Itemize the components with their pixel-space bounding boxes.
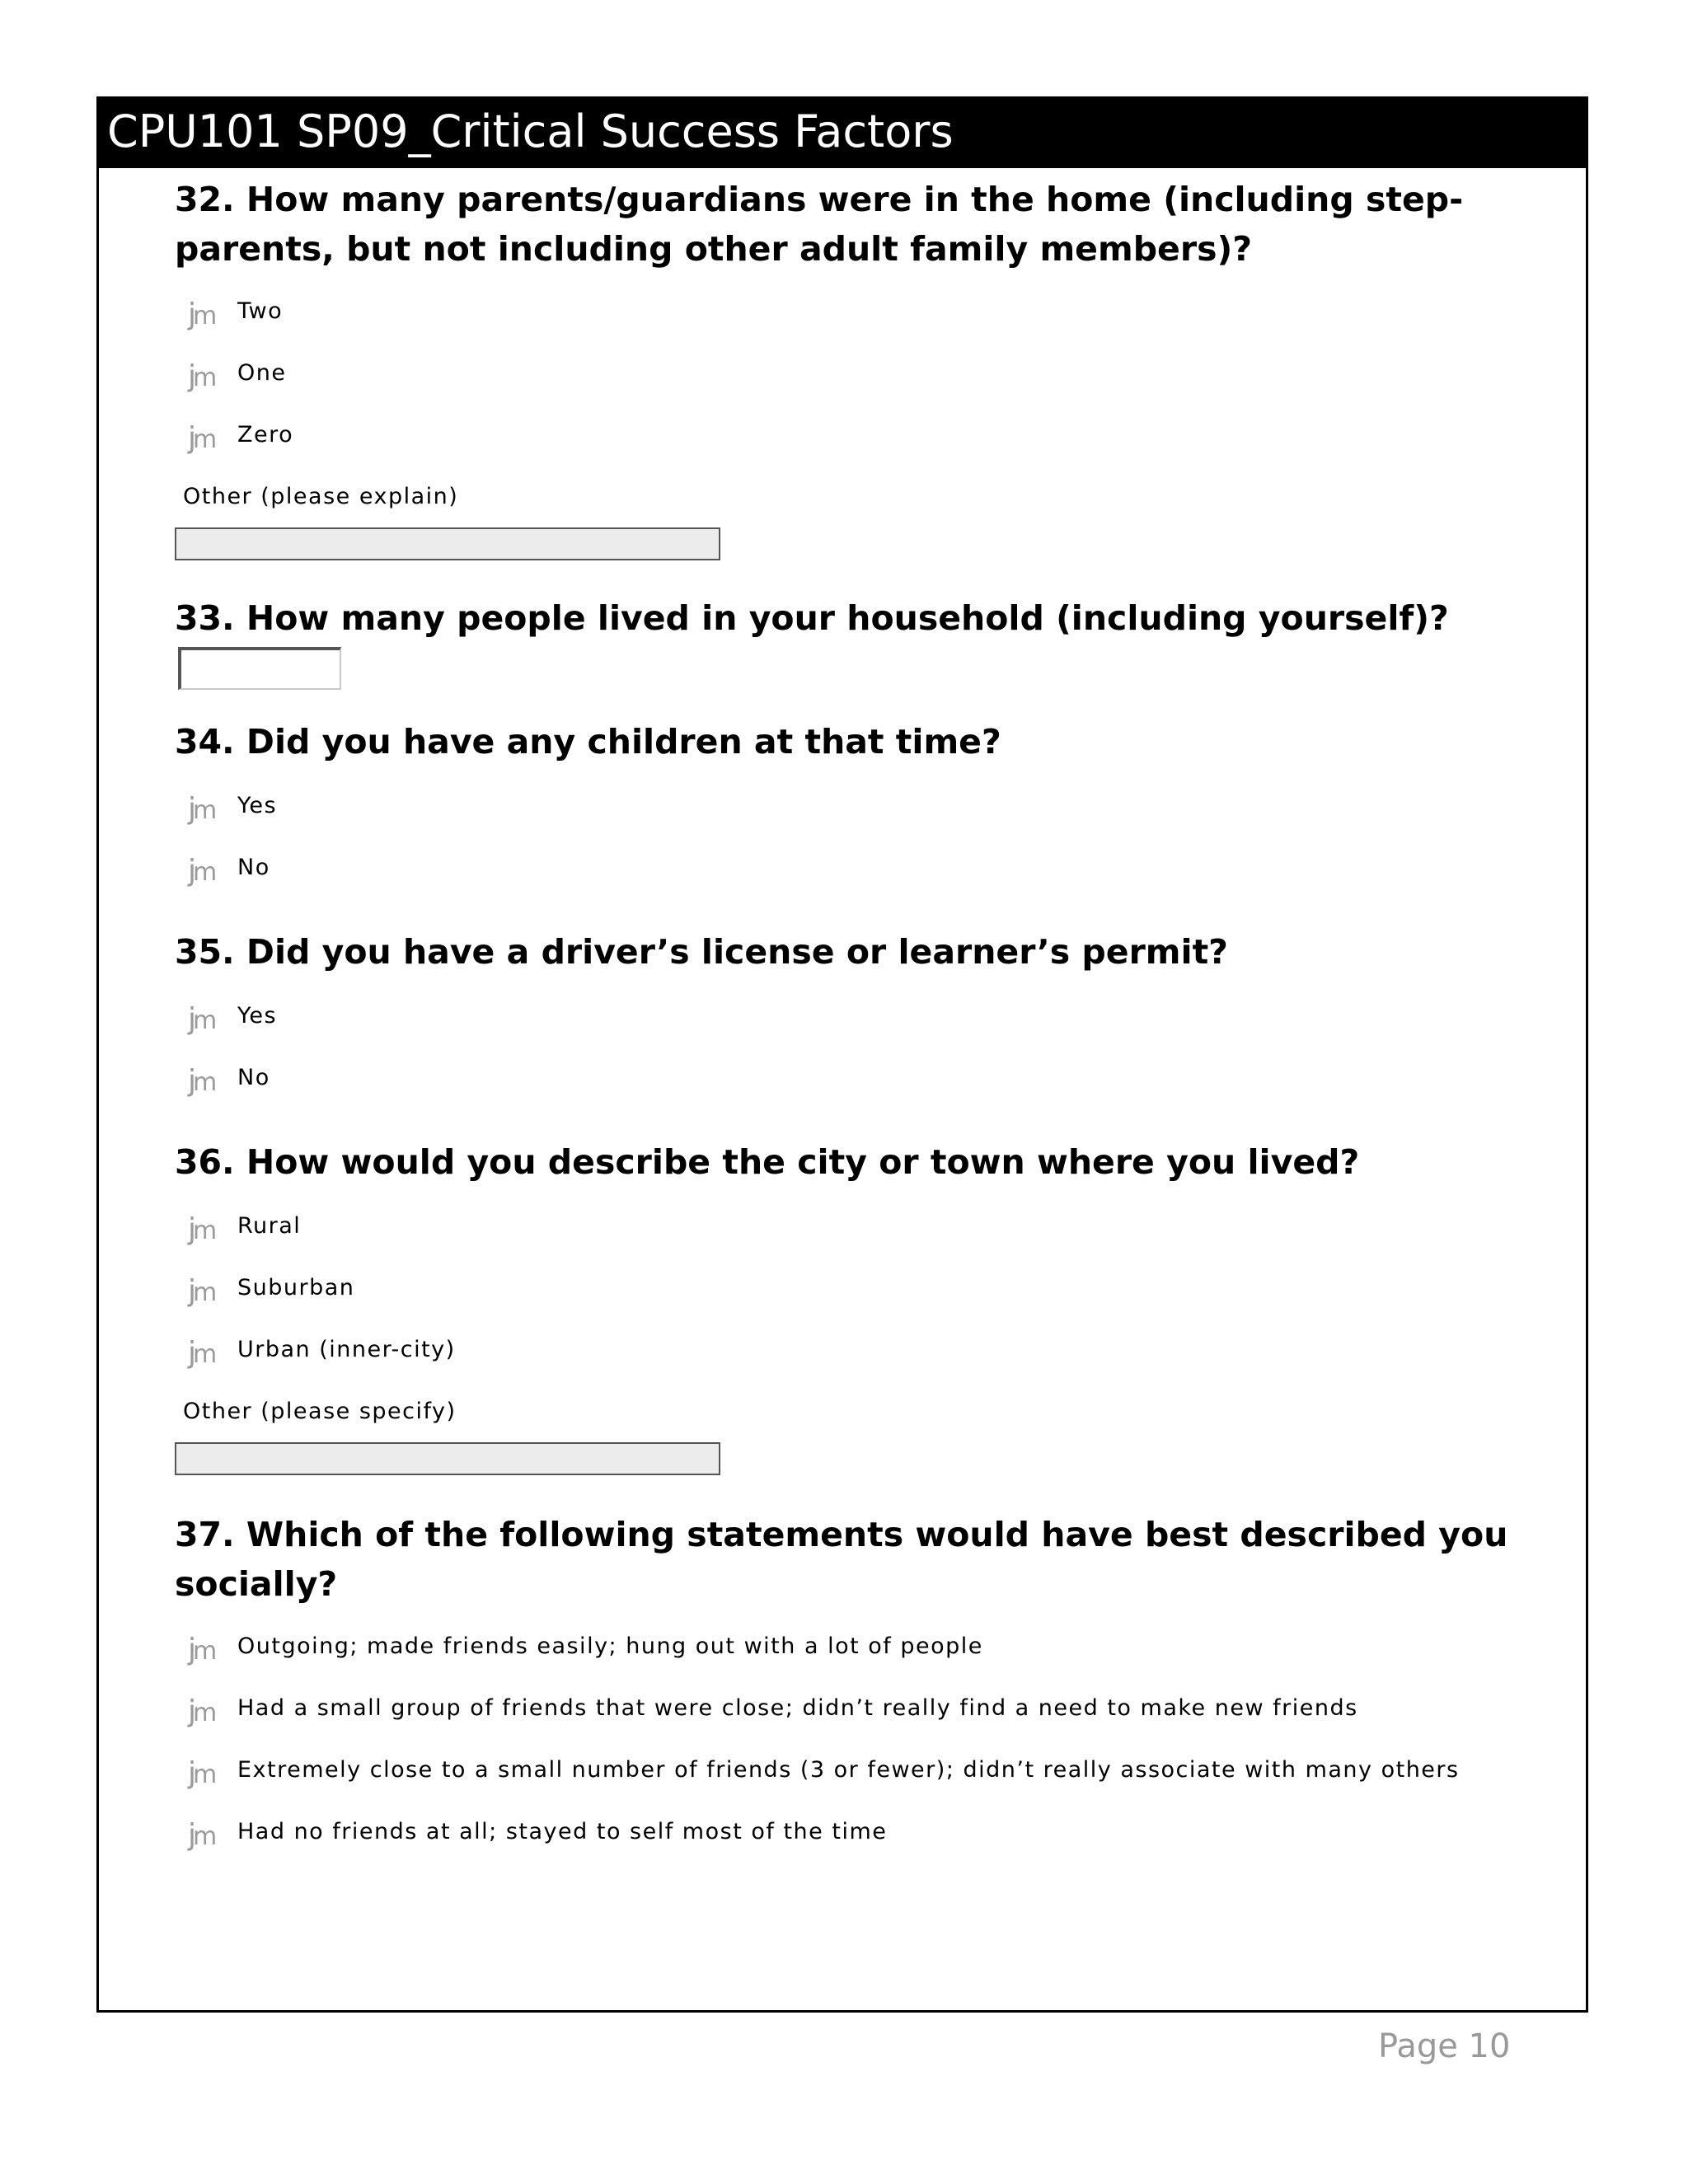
radio-button-icon[interactable]: jm bbox=[188, 1002, 214, 1036]
option-label: Two bbox=[237, 298, 284, 324]
option-label: Yes bbox=[237, 1002, 278, 1029]
q37-option-no-friends[interactable] bbox=[188, 1815, 888, 1852]
survey-frame bbox=[96, 96, 1588, 2013]
radio-button-icon[interactable]: jm bbox=[188, 1064, 214, 1098]
q36-other-label: Other (please specify) bbox=[183, 1399, 457, 1424]
radio-button-icon[interactable]: jm bbox=[188, 359, 214, 393]
q37-option-extremely-close[interactable] bbox=[188, 1753, 1460, 1790]
q32-option-one[interactable] bbox=[188, 356, 287, 393]
radio-button-icon[interactable]: jm bbox=[188, 1274, 214, 1308]
radio-button-icon[interactable]: jm bbox=[188, 1212, 214, 1246]
option-label: Yes bbox=[237, 792, 278, 818]
option-label: Had a small group of friends that were close; didn’t really find a need to make new friends bbox=[237, 1694, 1358, 1721]
q37-option-small-group[interactable] bbox=[188, 1691, 1358, 1728]
q32-other-label: Other (please explain) bbox=[183, 484, 459, 509]
radio-button-icon[interactable]: jm bbox=[188, 1756, 214, 1790]
question-33-text: 33. How many people lived in your household (including yourself)? bbox=[175, 598, 1449, 638]
option-label: Urban (inner-city) bbox=[237, 1336, 456, 1362]
q36-option-rural[interactable] bbox=[188, 1209, 302, 1246]
radio-button-icon[interactable]: jm bbox=[188, 792, 214, 826]
q34-option-yes[interactable] bbox=[188, 789, 278, 826]
q36-option-urban[interactable] bbox=[188, 1333, 456, 1370]
question-32-text: 32. How many parents/guardians were in the home (including step-parents, but not including other adult family members)? bbox=[175, 180, 1464, 269]
radio-button-icon[interactable]: jm bbox=[188, 421, 214, 455]
q35-option-no[interactable] bbox=[188, 1061, 270, 1098]
q33-household-count-input[interactable] bbox=[178, 647, 341, 690]
radio-button-icon[interactable]: jm bbox=[188, 1633, 214, 1666]
radio-button-icon[interactable]: jm bbox=[188, 854, 214, 888]
radio-button-icon[interactable]: jm bbox=[188, 1336, 214, 1370]
radio-button-icon[interactable]: jm bbox=[188, 298, 214, 331]
q35-option-yes[interactable] bbox=[188, 999, 278, 1036]
q37-option-outgoing[interactable] bbox=[188, 1629, 983, 1666]
question-37-text: 37. Which of the following statements would have best described you socially? bbox=[175, 1515, 1508, 1604]
page-number: Page 10 bbox=[1378, 2027, 1511, 2065]
option-label: Had no friends at all; stayed to self most of the time bbox=[237, 1818, 888, 1844]
radio-button-icon[interactable]: jm bbox=[188, 1694, 214, 1728]
q32-other-input[interactable] bbox=[175, 527, 720, 560]
q36-option-suburban[interactable] bbox=[188, 1271, 355, 1308]
radio-button-icon[interactable]: jm bbox=[188, 1818, 214, 1852]
q32-option-two[interactable] bbox=[188, 294, 284, 331]
option-label: Rural bbox=[237, 1212, 302, 1239]
option-label: No bbox=[237, 1064, 270, 1090]
q34-option-no[interactable] bbox=[188, 851, 270, 888]
q36-other-input[interactable] bbox=[175, 1442, 720, 1475]
question-36-text: 36. How would you describe the city or town where you lived? bbox=[175, 1142, 1360, 1182]
option-label: One bbox=[237, 359, 287, 386]
option-label: Zero bbox=[237, 421, 294, 448]
survey-title: CPU101 SP09_Critical Success Factors bbox=[99, 99, 1586, 168]
question-34-text: 34. Did you have any children at that time? bbox=[175, 722, 1001, 762]
option-label: Outgoing; made friends easily; hung out with a lot of people bbox=[237, 1633, 983, 1659]
option-label: Suburban bbox=[237, 1274, 355, 1301]
option-label: Extremely close to a small number of friends (3 or fewer); didn’t really associate with many others bbox=[237, 1756, 1460, 1783]
question-35-text: 35. Did you have a driver’s license or learner’s permit? bbox=[175, 932, 1228, 972]
option-label: No bbox=[237, 854, 270, 880]
q32-option-zero[interactable] bbox=[188, 418, 294, 455]
